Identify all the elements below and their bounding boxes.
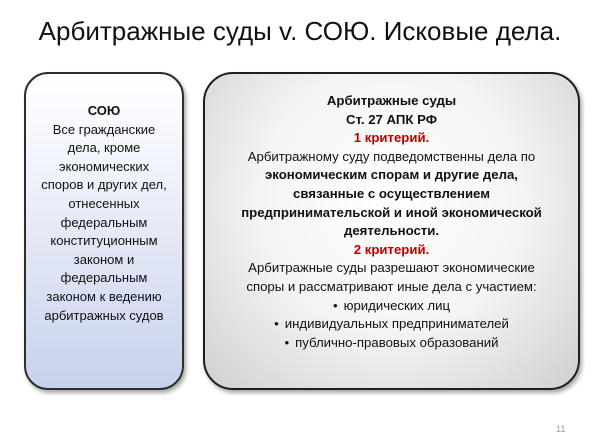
soyu-line: федеральным: [60, 214, 148, 230]
soyu-line: экономических: [58, 158, 150, 174]
list-item: [211, 297, 572, 316]
criterion-1-text: предпринимательской и иной экономической: [241, 204, 542, 220]
criterion-1-text: связанные с осуществлением: [293, 185, 490, 201]
participants-list: [211, 297, 572, 353]
soyu-line: законом к ведению: [46, 288, 162, 304]
page-number: 11: [556, 424, 566, 434]
arbitration-courts-box: [203, 72, 580, 390]
soyu-heading: СОЮ: [87, 103, 121, 118]
criterion-1-label: 1 критерий.: [353, 130, 430, 146]
soyu-line: законом и: [73, 251, 135, 267]
list-item: [211, 334, 572, 353]
soyu-line: споров и других дел,: [41, 177, 167, 193]
list-item-label: публично-правовых образований: [295, 334, 499, 350]
soyu-line: арбитражных судов: [44, 307, 164, 323]
criterion-1-text: деятельности.: [343, 223, 440, 239]
soyu-line: федеральным: [60, 270, 148, 286]
arbitration-heading: Арбитражные суды: [326, 93, 457, 108]
article-reference: Ст. 27 АПК РФ: [346, 111, 437, 127]
bullet-icon: •: [284, 334, 290, 350]
soyu-line: Все гражданские: [52, 121, 156, 137]
soyu-line: конституционным: [50, 233, 158, 249]
list-item: [211, 315, 572, 334]
criterion-1-intro: Арбитражному суду подведомственны дела по: [247, 148, 536, 164]
criterion-1-text: экономическим спорам и другие дела,: [265, 167, 518, 183]
soyu-box: [24, 72, 184, 390]
bullet-icon: •: [274, 316, 279, 332]
list-item-label: юридических лиц: [343, 297, 451, 313]
slide-title: Арбитражные суды v. СОЮ. Исковые дела.: [38, 16, 562, 46]
bullet-icon: •: [332, 297, 338, 313]
criterion-2-text: споры и рассматривают иные дела с участием:: [246, 278, 537, 294]
criterion-2-text: Арбитражные суды разрешают экономические: [248, 260, 535, 276]
list-item-label: индивидуальных предпринимателей: [284, 316, 509, 332]
soyu-line: дела, кроме: [67, 140, 141, 156]
criterion-2-label: 2 критерий.: [353, 241, 430, 257]
soyu-line: отнесенных: [68, 195, 140, 211]
